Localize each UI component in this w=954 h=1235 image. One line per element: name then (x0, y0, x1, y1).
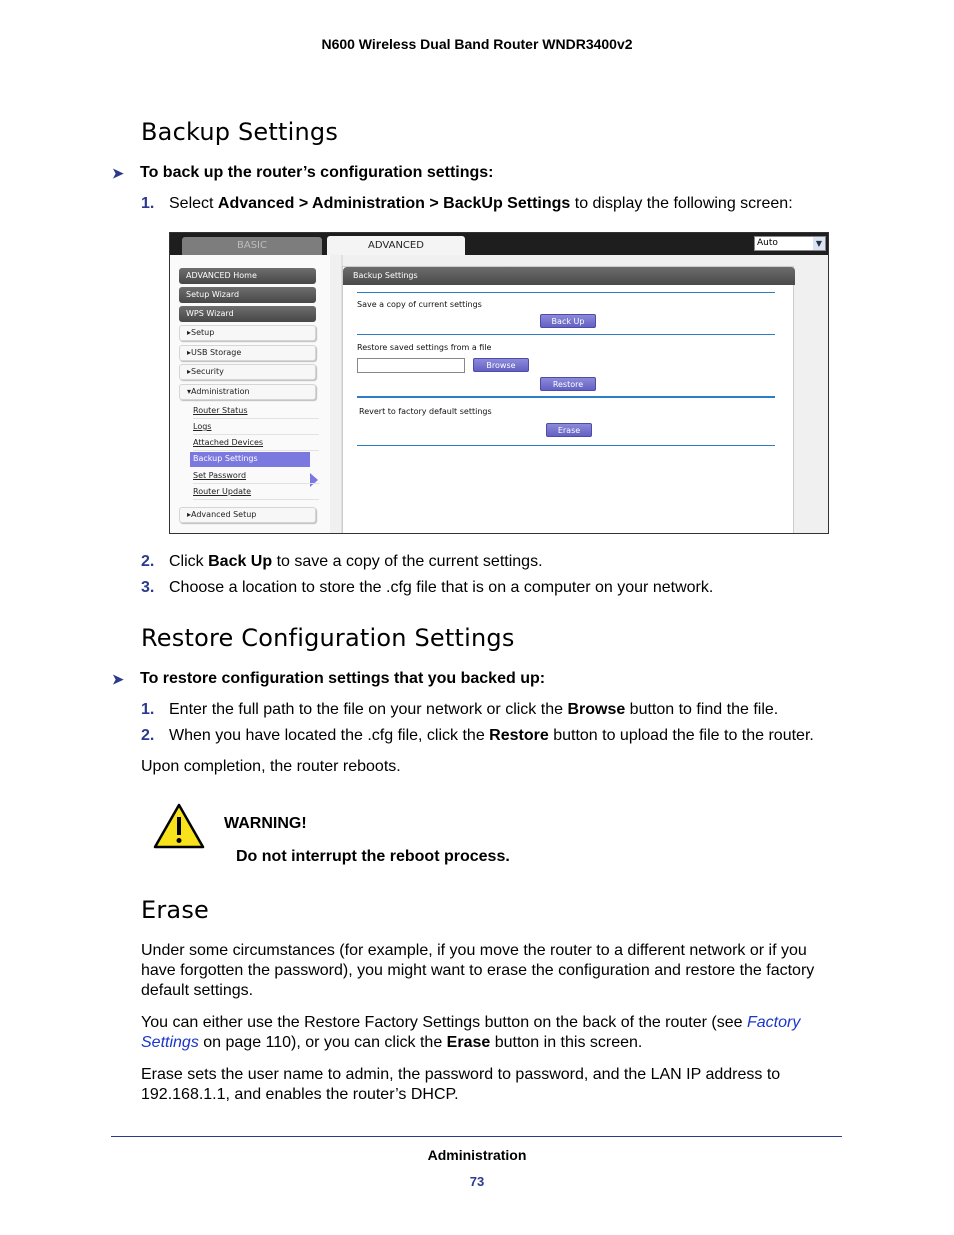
step-number: 1. (141, 701, 155, 718)
erase-button[interactable]: Erase (546, 423, 592, 437)
revert-settings-label: Revert to factory default settings (359, 407, 492, 416)
step-text: Choose a location to store the .cfg file that is on a computer on your network. (169, 579, 714, 596)
restore-step-1 (141, 701, 778, 719)
nav-administration[interactable]: ▾Administration (179, 384, 316, 400)
chevron-down-icon: ▼ (813, 237, 825, 250)
task-arrow-icon: ➤ (112, 164, 124, 181)
backup-step-2 (141, 553, 543, 571)
language-select[interactable] (754, 236, 826, 251)
step-number: 2. (141, 727, 155, 744)
erase-heading: Erase (141, 896, 210, 924)
save-settings-label: Save a copy of current settings (357, 300, 482, 309)
tab-advanced[interactable]: ADVANCED (327, 236, 465, 255)
step-number: 2. (141, 553, 155, 570)
restore-heading: Restore Configuration Settings (141, 624, 515, 652)
nav-advanced-home[interactable]: ADVANCED Home (179, 268, 316, 284)
erase-para-2: You can either use the Restore Factory Settings button on the back of the router (see Factory Settings on page 110), or you can click the Erase button in this screen. (141, 1014, 801, 1051)
nav-set-password[interactable]: Set Password (193, 469, 319, 484)
restore-task (112, 670, 545, 688)
router-top-bar (170, 233, 828, 255)
restore-file-input[interactable] (357, 358, 465, 373)
restore-button[interactable]: Restore (540, 377, 596, 391)
nav-advanced-setup[interactable]: ▸Advanced Setup (179, 507, 316, 523)
footer-section: Administration (427, 1147, 527, 1163)
backup-task-text: To back up the router’s configuration settings: (140, 164, 494, 181)
pane-divider (357, 292, 775, 293)
backup-heading: Backup Settings (141, 118, 339, 146)
task-arrow-icon: ➤ (112, 670, 124, 687)
warning-title: WARNING! (224, 815, 307, 832)
backup-button[interactable]: Back Up (540, 314, 596, 328)
router-screenshot (169, 232, 829, 534)
restore-settings-label: Restore saved settings from a file (357, 343, 492, 352)
nav-usb-storage[interactable]: ▸USB Storage (179, 345, 316, 361)
erase-para-1: Under some circumstances (for example, if you move the router to a different network or if you have forgotten the password), you might want to erase the configuration and restore the factory default settings. (141, 942, 815, 999)
language-select-value: Auto (757, 238, 778, 248)
nav-wps-wizard[interactable]: WPS Wizard (179, 306, 316, 322)
nav-backup-settings[interactable]: Backup Settings (190, 452, 310, 467)
restore-task-text: To restore configuration settings that you backed up: (140, 670, 546, 687)
step-number: 1. (141, 195, 155, 212)
nav-security[interactable]: ▸Security (179, 364, 316, 380)
erase-para-3: Erase sets the user name to admin, the password to password, and the LAN IP address to 192.168.1.1, and enables the router’s DHCP. (141, 1066, 781, 1103)
step-text: Select Advanced > Administration > BackUp Settings to display the following screen: (169, 195, 793, 212)
backup-pane (342, 266, 794, 534)
nav-attached-devices[interactable]: Attached Devices (193, 436, 319, 451)
step-text: Enter the full path to the file on your network or click the Browse button to find the file. (169, 701, 779, 718)
pane-divider (357, 445, 775, 446)
footer-rule (111, 1136, 842, 1137)
restore-step-2 (141, 727, 814, 745)
backup-step-1 (141, 195, 793, 213)
backup-step-3 (141, 579, 713, 597)
pane-divider (357, 396, 775, 398)
factory-settings-link[interactable]: Factory Settings (141, 1014, 801, 1051)
page-number: 73 (469, 1174, 485, 1189)
completion-text: Upon completion, the router reboots. (141, 758, 401, 775)
browse-button[interactable]: Browse (473, 358, 529, 372)
pane-divider (357, 334, 775, 335)
page-header-title: N600 Wireless Dual Band Router WNDR3400v2 (321, 36, 633, 52)
nav-router-update[interactable]: Router Update (193, 485, 319, 500)
warning-text: Do not interrupt the reboot process. (236, 848, 510, 865)
step-number: 3. (141, 579, 155, 596)
router-sidebar (170, 255, 330, 533)
step-text: Click Back Up to save a copy of the current settings. (169, 553, 543, 570)
warning-icon (153, 803, 205, 849)
backup-task (112, 164, 494, 182)
pane-title: Backup Settings (343, 267, 795, 285)
nav-router-status[interactable]: Router Status (193, 404, 319, 419)
nav-logs[interactable]: Logs (193, 420, 319, 435)
tab-basic[interactable]: BASIC (182, 237, 322, 255)
nav-setup-wizard[interactable]: Setup Wizard (179, 287, 316, 303)
nav-setup[interactable]: ▸Setup (179, 325, 316, 341)
step-text: When you have located the .cfg file, click the Restore button to upload the file to the router. (169, 727, 814, 744)
